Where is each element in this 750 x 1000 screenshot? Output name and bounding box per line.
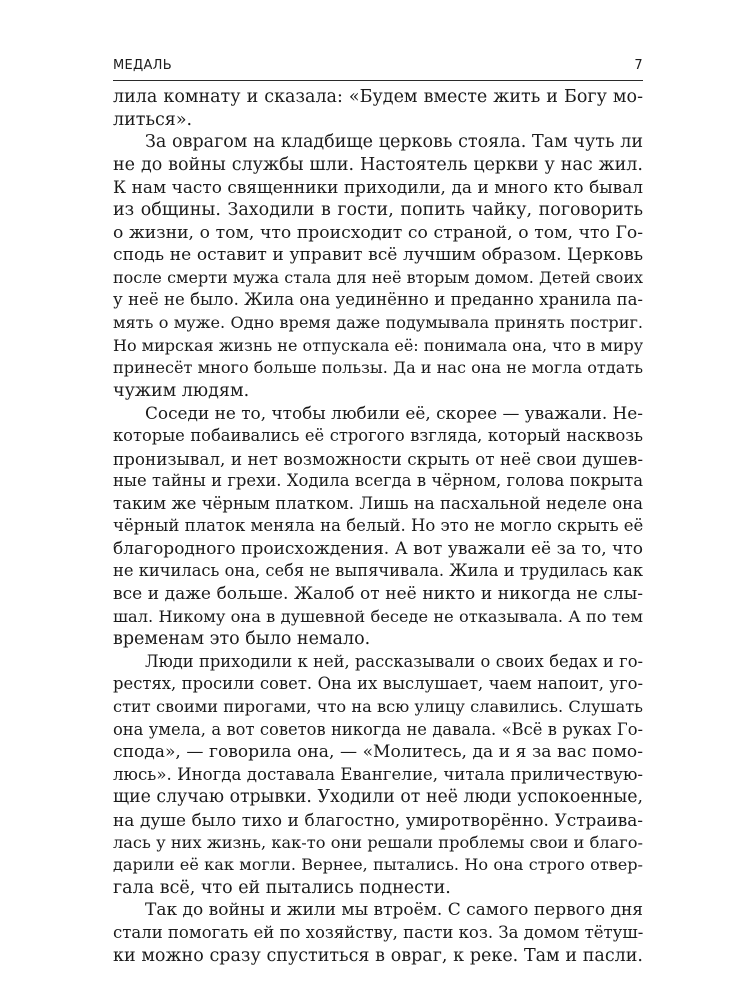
- text-line: литься».: [113, 109, 193, 130]
- text-line: Но мирская жизнь не отпускала её: понимала она, что в миру: [113, 335, 644, 355]
- text-line: Люди приходили к ней, рассказывали о своих бедах и го-: [145, 651, 643, 671]
- text-line: благородного происхождения. А вот уважали её за то, что: [113, 538, 643, 559]
- text-line: чёрный платок меняла на белый. Но это не могло скрыть её: [113, 516, 644, 536]
- text-line: ки можно сразу спуститься в овраг, к реке. Там и пасли.: [113, 945, 643, 966]
- text-line: спода», — говорила она, — «Молитесь, да и я за вас помо-: [113, 742, 643, 763]
- text-line: мять о муже. Одно время даже подумывала принять постриг.: [113, 312, 643, 332]
- text-line: щие случаю отрывки. Уходили от неё люди успокоенные,: [113, 787, 643, 808]
- text-line: которые побаивались её строгого взгляда, который насквозь: [113, 425, 643, 445]
- running-head: [113, 58, 643, 80]
- text-line: не до войны службы шли. Настоятель церкви у нас жил.: [113, 154, 643, 175]
- text-line: пронизывал, и нет возможности скрыть от неё свои душев-: [113, 448, 643, 469]
- text-line: не кичилась она, себя не выпячивала. Жила и трудилась как: [113, 561, 643, 581]
- text-line: она умела, а вот советов никогда не давала. «Всё в руках Го-: [113, 719, 643, 739]
- text-line: все и даже больше. Жалоб от неё никто и никогда не слы-: [113, 584, 643, 605]
- text-line: из общины. Заходили в гости, попить чайку, поговорить: [113, 199, 643, 220]
- text-line: лась у них жизнь, как-то они решали проблемы свои и благо-: [113, 832, 643, 852]
- text-line: таким же чёрным платком. Лишь на пасхальной неделе она: [113, 493, 643, 513]
- text-line: рестях, просили совет. Она их выслушает, чаем напоит, уго-: [113, 674, 643, 694]
- body-text: [113, 86, 643, 967]
- text-line: гала всё, что ей пытались поднести.: [113, 877, 451, 898]
- text-line: люсь». Иногда доставала Евангелие, читала приличествую-: [113, 764, 643, 784]
- text-line: о жизни, о том, что происходит со страной, о том, что Го-: [113, 222, 643, 243]
- text-line: стит своими пирогами, что на всю улицу славились. Слушать: [113, 697, 643, 717]
- text-line: Так до войны и жили мы втроём. С самого первого дня: [145, 900, 643, 921]
- text-line: на душе было тихо и благостно, умиротворённо. Устраива-: [113, 810, 643, 830]
- text-line: ные тайны и грехи. Ходила всегда в чёрном, голова покрыта: [113, 471, 643, 491]
- text-line: лила комнату и сказала: «Будем вместе жить и Богу мо-: [113, 87, 643, 107]
- text-line: после смерти мужа стала для неё вторым домом. Детей своих: [113, 267, 643, 287]
- text-line: стали помогать ей по хозяйству, пасти коз. За домом тётуш-: [113, 922, 644, 942]
- text-line: принесёт много больше пользы. Да и нас она не могла отдать: [113, 358, 643, 378]
- header-rule: [113, 80, 643, 81]
- text-line: За оврагом на кладбище церковь стояла. Там чуть ли: [145, 132, 643, 153]
- text-line: временам это было немало.: [113, 629, 371, 650]
- text-line: шал. Никому она в душевной беседе не отказывала. А по тем: [113, 606, 643, 626]
- text-line: дарили её как могли. Вернее, пытались. Но она строго отвер-: [113, 855, 643, 875]
- chapter-title: МЕДАЛЬ: [113, 58, 172, 73]
- text-line: чужим людям.: [113, 380, 250, 401]
- text-line: Соседи не то, чтобы любили её, скорее — уважали. Не-: [145, 403, 643, 424]
- text-line: К нам часто священники приходили, да и много кто бывал: [113, 177, 643, 198]
- text-line: у неё не было. Жила она уединённо и преданно хранила па-: [113, 290, 643, 310]
- page-number: 7: [634, 58, 643, 73]
- text-line: сподь не оставит и управит всё лучшим образом. Церковь: [113, 245, 643, 266]
